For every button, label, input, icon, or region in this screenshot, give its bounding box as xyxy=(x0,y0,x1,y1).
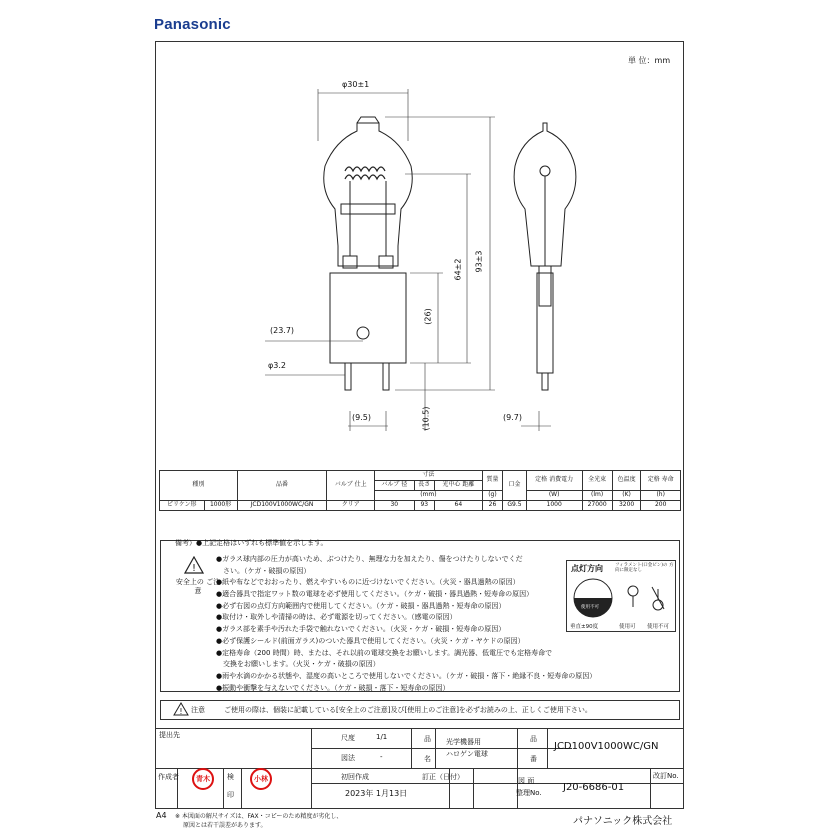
table-row: ピリケン形 1000形 JCD100V1000WC/GN クリア 30 93 64 26 G9.5 1000 27000 3200 200 xyxy=(160,501,681,511)
note-line-1: ●ガラス球内部の圧力が高いため、ぶつけたり、無理な力を加えたり、傷をつけたりしないでくだ xyxy=(216,555,523,563)
note-line-12: ●振動や衝撃を与えないでください。（ケガ・破損・落下・短寿命の原因） xyxy=(216,684,450,692)
product-name-1: 光学機器用 xyxy=(446,738,481,746)
dim-pin-diameter: φ3.2 xyxy=(268,361,286,370)
footer-note-1: ※ 本図面の解尺サイズは、FAX・コピーのため精度が劣化し、 xyxy=(175,813,343,820)
author-stamp: 青木 xyxy=(192,768,214,790)
note-line-3: ●紙や布などでおおったり、燃えやすいものに近づけないでください。（火災・器具過熱の原因） xyxy=(216,578,520,586)
author-label: 作成者 xyxy=(158,773,179,781)
created-date: 2023年 1月13日 xyxy=(345,789,408,798)
spec-table: 種別 品番 バルブ 仕上 寸法 質量 口金 定格 消費電力 全光束 色温度 定格 寿命 バルブ 径 長さ 光中心 距離 (mm) (g) (W) (lm) (K) (h) ピリケン形 1000形 JCD100V1000WC/GN クリア 30 93 64 26 G9.5 1000 27000 3200 200 xyxy=(159,470,681,511)
svg-text:!: ! xyxy=(179,707,183,716)
lamp-orientation-icons xyxy=(623,583,673,613)
created-label: 初回作成 xyxy=(341,773,369,781)
note-line-11: ●雨や水滴のかかる状態や、湿度の高いところで使用しないでください。（ケガ・破損・落下・絶縁不良・短寿命の原因） xyxy=(216,672,597,680)
method-label: 図法 xyxy=(341,754,355,762)
remarks-text: 備考）●上記定格はいずれも標準値を示します。 xyxy=(175,539,328,547)
product-name-2: ハロゲン電球 xyxy=(446,750,488,758)
note-line-5: ●必ず右図の点灯方向範囲内で使用してください。（ケガ・破損・器具過熱・短寿命の原因） xyxy=(216,602,506,610)
dim-pin-length: (10.5) xyxy=(421,406,431,431)
brand-logo: Panasonic xyxy=(154,16,231,33)
company-name: パナソニック株式会社 xyxy=(573,816,673,827)
dim-height: 93±3 xyxy=(474,250,484,273)
revision-label: 訂正（日付） xyxy=(422,773,464,781)
method-value: - xyxy=(380,753,383,761)
scale-value: 1/1 xyxy=(376,733,388,741)
scale-label: 尺度 xyxy=(341,734,355,742)
drawing-number: J20-6686-01 xyxy=(563,782,625,793)
dim-pin-offset: (23.7) xyxy=(270,326,295,335)
unit-label: 単 位：mm xyxy=(628,56,671,65)
note-line-6: ●取付け・取外しや清掃の時は、必ず電源を切ってください。（感電の原因） xyxy=(216,613,457,621)
checker-stamp: 小林 xyxy=(250,768,272,790)
warning-icon xyxy=(184,556,204,574)
svg-text:!: ! xyxy=(191,563,197,574)
note-line-9: ●定格寿命（200 時間）時、または、それ以前の電球交換をお願いします。調光器、低電圧でも定格寿命で xyxy=(216,649,553,657)
lamp-direction-box: 点灯方向 フィラメント(口金ピン)の 方向に限定なし 使用不可 垂直±90度 使用可 使用不可 xyxy=(566,560,676,632)
rev-no-label: 改訂No. xyxy=(653,772,679,780)
note-line-10: 交換をお願いします。（火災・ケガ・破損の原因） xyxy=(223,660,380,668)
caution-label: 注意 xyxy=(191,706,205,714)
dim-side-width: (9.7) xyxy=(503,413,522,422)
dim-diameter: φ30±1 xyxy=(342,80,370,89)
lamp-drawing xyxy=(155,41,684,471)
safety-label: 安全上の ご注意 xyxy=(175,578,221,596)
bulb-outline xyxy=(324,123,413,266)
note-line-7: ●ガラス部を素手や汚れた手袋で触れないでください。（火災・ケガ・破損・短寿命の原因） xyxy=(216,625,506,633)
dim-pin-spacing: (9.5) xyxy=(352,413,371,422)
dim-base-height: (26) xyxy=(423,308,433,325)
caution-text: ご使用の際は、個装に記載している[安全上のご注意]及び[使用上のご注意]を必ずお読みの上、正しくご使用下さい。 xyxy=(224,706,592,714)
lamp-direction-icon xyxy=(572,577,614,619)
footer-note-2: 原図とは若干誤差があります。 xyxy=(183,822,267,829)
submit-to-label: 提出先 xyxy=(159,731,180,739)
part-number: JCD100V1000WC/GN xyxy=(554,741,659,752)
note-line-4: ●適合器具で指定ワット数の電球を必ず使用してください。（ケガ・破損・器具過熱・短寿命の原因） xyxy=(216,590,534,598)
note-line-8: ●必ず保護シールド(前面ガラス)のついた器具で使用してください。（火災・ケガ・ヤケドの原因） xyxy=(216,637,525,645)
dim-light-center: 64±2 xyxy=(453,258,463,281)
note-line-2: さい。（ケガ・破損の原因） xyxy=(223,567,311,575)
paper-size: A4 xyxy=(156,811,167,820)
caution-icon xyxy=(173,702,189,716)
